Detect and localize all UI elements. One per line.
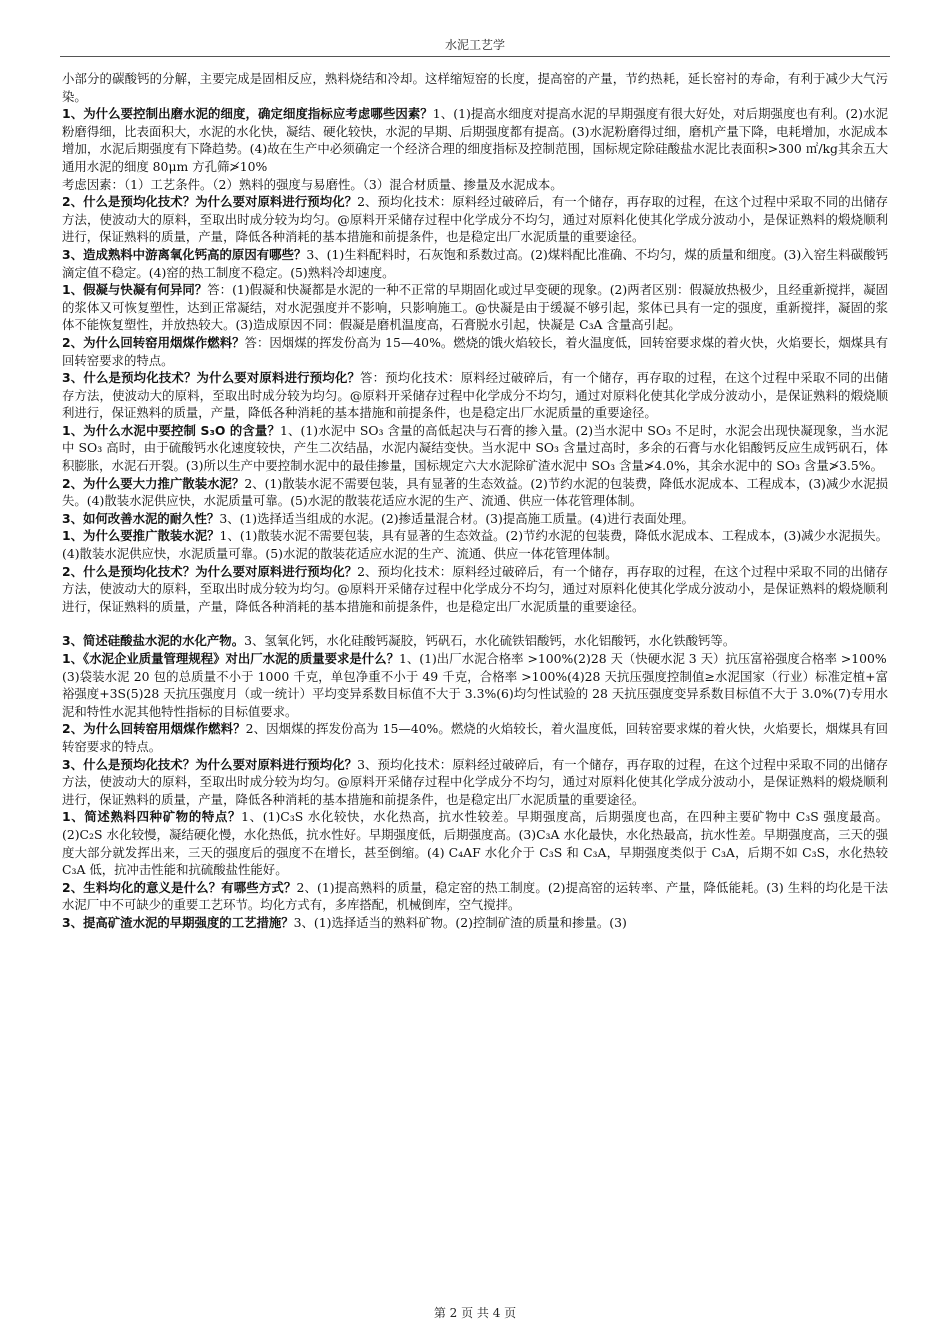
paragraph: [62, 176, 888, 194]
question-text: 3、什么是预均化技术？为什么要对原料进行预均化？: [62, 370, 361, 386]
question-text: 1、《水泥企业质量管理规程》对出厂水泥的质量要求是什么？: [62, 651, 399, 666]
answer-text: 考虑因素：（1）工艺条件。（2）熟料的强度与易磨性。（3）混合材质量、掺量及水泥成本。: [62, 176, 563, 192]
paragraph: [62, 563, 888, 616]
header-divider: [60, 56, 890, 57]
question-text: 2、为什么回转窑用烟煤作燃料？: [62, 721, 246, 737]
question-text: 3、造成熟料中游离氧化钙高的原因有哪些？: [62, 246, 307, 262]
page-footer: 第 2 页 共 4 页: [433, 1306, 517, 1320]
paragraph: [62, 668, 888, 721]
question-text: 1、为什么要控制出磨水泥的细度，确定细度指标应考虑哪些因素？: [62, 106, 433, 122]
blank-line: [62, 615, 888, 632]
answer-text: 答：预均化技术：原料经过破碎后，有一个储存，再存取的过程，在这个过程中采取不同的出储存方法，使波动大的原料，至取出时成分较为均匀。@原料开采储存过程中化学成分不均匀，通过对原料化使其化学成分波动小，是保证熟料的煅烧顺利进行，保证熟料的质量，产量，降低各种消耗的基本措施和前提条件，也是稳定出厂水泥质量的重要途径。: [62, 370, 888, 421]
paragraph: [62, 914, 888, 932]
question-text: 2、生料均化的意义是什么？有哪些方式？: [62, 879, 297, 895]
answer-text: 2、预均化技术：原料经过破碎后，有一个储存，再存取的过程，在这个过程中采取不同的出储存方法，使波动大的原料，至取出时成分较为均匀。@原料开采储存过程中化学成分不均匀，通过对原料化使其化学成分波动小，是保证熟料的煅烧顺利进行，保证熟料的质量，产量，降低各种消耗的基本措施和前提条件，也是稳定出厂水泥质量的重要途径。: [62, 563, 888, 614]
question-text: 2、什么是预均化技术？为什么要对原料进行预均化？: [62, 194, 358, 210]
question-text: 3、如何改善水泥的耐久性？: [62, 510, 220, 526]
answer-text: 小部分的碳酸钙的分解，主要完成是固相反应，熟料烧结和冷却。这样缩短窑的长度，提高窑的产量，节约热耗，延长窑衬的寿命，有利于减少大气污染。: [62, 71, 888, 104]
question-text: 1、为什么水泥中要控制 S₃O 的含量？: [62, 422, 280, 438]
answer-text: 2、(1)散装水泥不需要包装，具有显著的生态效益。(2)节约水泥的包装费，降低水泥成本、工程成本，(3)减少水泥损失。(4)散装水泥供应快，水泥质量可靠。(5)水泥的散装花适应水泥的生产、流通、供应一体花管理体制。: [62, 475, 888, 509]
paragraph: [62, 756, 888, 809]
answer-text: 2、预均化技术：原料经过破碎后，有一个储存，再存取的过程，在这个过程中采取不同的出储存方法，使波动大的原料，至取出时成分较为均匀。@原料开采储存过程中化学成分不均匀，通过对原料化使其化学成分波动小，是保证熟料的煅烧顺利进行，保证熟料的质量，产量，降低各种消耗的基本措施和前提条件，也是稳定出厂水泥质量的重要途径。: [62, 194, 888, 245]
question-text: 3、简述硅酸盐水泥的水化产物。: [62, 633, 245, 649]
paragraph: [62, 879, 888, 914]
answer-text: 答：(1)假凝和快凝都是水泥的一种不正常的早期固化或过早变硬的现象。(2)两者区别：假凝放热极少，且经重新搅拌，凝固的浆体又可恢复塑性，达到正常凝结，对水泥强度并不影响，只影响施工。@快凝是由于缓凝不够引起，浆体已具有一定的强度，重新搅拌，凝固的浆体不能恢复塑性，并放热较大。(3)造成原因不同：假凝是磨机温度高，石膏脱水引起，快凝是 C₃A 含量高引起。: [62, 282, 888, 333]
paragraph: [62, 70, 888, 105]
paragraph: [62, 369, 888, 422]
answer-text: (3)袋装水泥 20 包的总质量不小于 1000 千克，单包净重不小于 49 千克，合格率 >100%(4)28 天抗压强度控制值≥水泥国家（行业）标准定植+富裕强度+3S(5)28 天抗压强度月（或一统计）平均变异系数目标值不大于 3.3%(6)均匀性试验的 28 天抗压强度变异系数目标值不大于 3.0%(7)专用水泥和特性水泥其他特性指标的目标值要求。: [62, 668, 888, 719]
answer-text: 1、(1)水泥中 SO₃ 含量的高低起决与石膏的掺入量。(2)当水泥中 SO₃ 不足时，水泥会出现快凝现象，当水泥中 SO₃ 高时，由于硫酸钙水化速度较快，产生二次结晶，水泥内凝结变快。当水泥中 SO₃ 含量过高时，多余的石膏与水化铝酸钙反应生成钙矾石，体积膨胀，水泥石开裂。(3)所以生产中要控制水泥中的最佳掺量，国标规定六大水泥除矿渣水泥中 SO₃ 含量≯4.0%，其余水泥中的 SO₃ 含量≯3.5%。: [62, 422, 888, 474]
paragraph: [62, 510, 888, 528]
paragraph: [62, 334, 888, 369]
paragraph: [62, 720, 888, 755]
answer-text: 3、氢氧化钙，水化硅酸钙凝胶，钙矾石，水化硫铁铝酸钙，水化铝酸钙，水化铁酸钙等。: [244, 633, 736, 649]
question-text: 3、提高矿渣水泥的早期强度的工艺措施？: [62, 914, 294, 930]
paragraph: [62, 527, 888, 562]
answer-text: 3、(1)选择适当组成的水泥。(2)掺适量混合材。(3)提高施工质量。(4)进行表面处理。: [219, 510, 694, 526]
paragraph: [62, 808, 888, 878]
answer-text: 1、(1)出厂水泥合格率 >100%(2)28 天（快硬水泥 3 天）抗压富裕强度合格率 >100%: [398, 651, 887, 666]
paragraph: [62, 650, 888, 668]
question-text: 2、为什么回转窑用烟煤作燃料？: [62, 334, 245, 350]
paragraph: [62, 281, 888, 334]
answer-text: 答：因烟煤的挥发份高为 15—40%。燃烧的饿火焰较长，着火温度低，回转窑要求煤的着火快，火焰要长，烟煤具有回转窑要求的特点。: [62, 334, 888, 368]
answer-text: 1、(1)C₃S 水化较快，水化热高，抗水性较差。早期强度高，后期强度也高，在四种主要矿物中 C₃S 强度最高。(2)C₂S 水化较慢，凝结硬化慢，水化热低，抗水性好。早期强度低，后期强度高。(3)C₃A 水化最快，水化热最高，抗水性差。早期强度高，三天的强度大部分就发挥出来，三天的强度后的强度不在增长，甚至倒缩。(4) C₄AF 水化介于 C₃S 和 C₃A，早期强度类似于 C₃A，后期不如 C₃S，水化热较 C₃A 低，抗冲击性能和抗硫酸盐性能好。: [62, 809, 888, 878]
answer-text: 2、(1)提高熟料的质量，稳定窑的热工制度。(2)提高窑的运转率、产量，降低能耗。(3) 生料的均化是干法水泥厂中不可缺少的重要工艺环节。均化方式有，多库搭配，机械倒库，空气搅拌。: [62, 879, 888, 913]
question-text: 3、什么是预均化技术？为什么要对原料进行预均化？: [62, 756, 358, 772]
paragraph: [62, 105, 888, 175]
paragraph: [62, 422, 888, 475]
paragraph: [62, 632, 888, 650]
answer-text: 2、因烟煤的挥发份高为 15—40%。燃烧的火焰较长，着火温度低，回转窑要求煤的着火快，火焰要长，烟煤具有回转窑要求的特点。: [62, 721, 888, 754]
question-text: 1、为什么要推广散装水泥？: [62, 528, 220, 544]
page-header: 水泥工艺学: [444, 38, 505, 52]
question-text: 2、什么是预均化技术？为什么要对原料进行预均化？: [62, 563, 358, 579]
question-text: 1、假凝与快凝有何异同？: [62, 282, 208, 298]
answer-text: 3、预均化技术：原料经过破碎后，有一个储存，再存取的过程，在这个过程中采取不同的出储存方法，使波动大的原料，至取出时成分较为均匀。@原料开采储存过程中化学成分不均匀，通过对原料化使其化学成分波动小，是保证熟料的煅烧顺利进行，保证熟料的质量，产量，降低各种消耗的基本措施和前提条件，也是稳定出厂水泥质量的重要途径。: [62, 756, 888, 807]
answer-text: 3、(1)生料配料时，石灰饱和系数过高。(2)煤料配比准确、不均匀，煤的质量和细度。(3)入窑生料碳酸钙滴定值不稳定。(4)窑的热工制度不稳定。(5)熟料冷却速度。: [62, 246, 888, 280]
question-text: 2、为什么要大力推广散装水泥？: [62, 475, 245, 491]
answer-text: 3、(1)选择适当的熟料矿物。(2)控制矿渣的质量和掺量。(3): [293, 914, 627, 930]
paragraph: [62, 193, 888, 246]
paragraph: [62, 246, 888, 281]
paragraph: [62, 475, 888, 510]
page-body: [62, 70, 888, 932]
answer-text: 1、(1)提高水细度对提高水泥的早期强度有很大好处，对后期强度也有利。(2)水泥粉磨得细，比表面积大，水泥的水化快，凝结、硬化较快，水泥的早期、后期强度都有提高。(3)水泥粉磨得过细，磨机产量下降，电耗增加，水泥成本增加，水泥后期强度有下降趋势。(4)故在生产中必须确定一个经济合理的细度指标及控制范围，国标规定除硅酸盐水泥比表面积>300 ㎡/kg其余五大通用水泥的细度 80μm 方孔筛≯10%: [62, 106, 888, 174]
question-text: 1、简述熟料四种矿物的特点？: [62, 809, 242, 825]
answer-text: 1、(1)散装水泥不需要包装，具有显著的生态效益。(2)节约水泥的包装费，降低水泥成本、工程成本，(3)减少水泥损失。(4)散装水泥供应快，水泥质量可靠。(5)水泥的散装花适应水泥的生产、流通、供应一体花管理体制。: [62, 528, 888, 562]
